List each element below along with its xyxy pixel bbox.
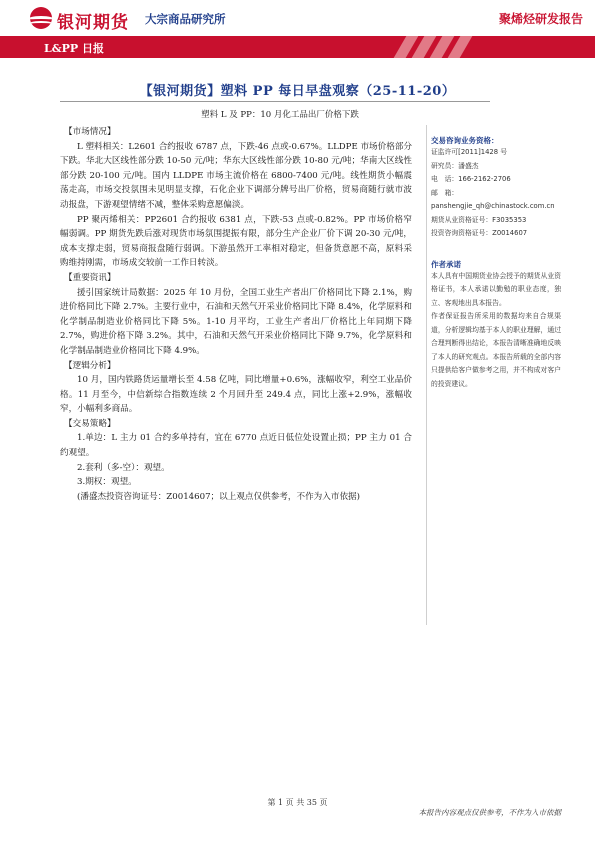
sidebar <box>426 125 561 625</box>
strategy-item-arbitrage: 2.套利（多-空）：观望。 <box>77 462 170 473</box>
strategy-note: (潘盛杰投资咨询证号：Z0014607；以上观点仅供参考，不作为入市依据) <box>77 491 360 502</box>
section-heading-strategy: 【交易策略】 <box>64 418 116 429</box>
band-label: L&PP 日报 <box>44 42 105 55</box>
section-heading-market: 【市场情况】 <box>64 127 116 137</box>
email-label: 邮 箱： <box>431 188 459 197</box>
main-content <box>60 125 412 504</box>
section-heading-news: 【重要资讯】 <box>64 272 116 283</box>
report-header <box>0 0 595 36</box>
researcher-name: 研究员：潘盛杰 <box>431 161 479 170</box>
commitment-paragraph-1: 本人具有中国期货业协会授予的期货从业资格证书，本人承诺以勤勉的职业态度，独立、客观地出具本报告。 <box>431 271 561 307</box>
market-paragraph-l: L 塑料相关：L2601 合约报收 6787 点，下跌-46 点或-0.67%。LLDPE 市场价格部分下跌。华北大区线性部分跌 10-50 元/吨；华东大区线性部分跌 10-80 元/吨；华南大区线性部分跌 20-100 元/吨。国内 LLDPE 市场主流价格在 6800-7400 元/吨。线性期货小幅震荡走高，市场交投氛围未见明显支撑，石化企业下调部分牌号出厂价格，贸易商随行就市波动报盘，下游观望情绪不减，整体采购意愿偏淡。 <box>60 141 413 210</box>
contact-title: 交易咨询业务资格： <box>431 136 499 145</box>
brand-name: 银河期货 <box>57 13 129 33</box>
institute-name: 大宗商品研究所 <box>145 12 226 26</box>
strategy-item-option: 3.期权：观望。 <box>77 477 137 488</box>
category-band <box>0 36 595 58</box>
license-number: 证监许可[2011]1428 号 <box>431 148 508 156</box>
title-divider <box>60 101 490 102</box>
commitment-title: 作者承诺 <box>431 259 461 269</box>
commitment-paragraph-2: 作者保证报告所采用的数据均来自合规渠道，分析逻辑均基于本人的职业理解，通过合理判断得出结论，本报告清晰准确地反映了本人的研究观点。本报告所载的全部内容只提供给客户做参考之用，并不构成对客户的投资建议。 <box>431 312 561 388</box>
page-number: 第 1 页 共 35 页 <box>267 798 328 807</box>
galaxy-logo-icon <box>30 7 52 29</box>
news-paragraph: 援引国家统计局数据：2025 年 10 月份，全国工业生产者出厂价格同比下降 2.1%，购进价格同比下降 2.7%。主要行业中，石油和天然气开采业价格同比下降 8.4%，化学原料和化学制品制造业价格同比下降 5%。1-10 月平均，工业生产者出厂价格比上年同期下降 2.7%，购进价格下降 3.2%。其中，石油和天然气开采业价格同比下降 9.7%，化学原料和化学制品制造业价格同比下降 4.9%。 <box>60 287 412 356</box>
market-paragraph-pp: PP 聚丙烯相关：PP2601 合约报收 6381 点，下跌-53 点或-0.82%。PP 市场价格窄幅弱调。PP 期货先跌后涨对现货市场氛围提振有限，部分生产企业厂价下调 20-30 元/吨，成本支撑走弱，贸易商报盘随行弱调。下游虽然开工率相对稳定，但备货意愿不高，原料采购维持刚需，市场成交较前一工作日转淡。 <box>60 214 412 269</box>
logic-paragraph: 10 月，国内铁路货运量增长至 4.58 亿吨，同比增量+0.6%，涨幅收窄，利空工业品价格。11 月至今，中信新综合指数连续 2 个月回升至 249.4 点，同比上涨+2.9%，涨幅收窄，小幅利多商品。 <box>60 375 412 415</box>
disclaimer-note: 本报告内容观点仅供参考，不作为入市依据 <box>418 808 561 817</box>
report-series: 聚烯烃研发报告 <box>498 12 583 26</box>
phone-number: 电 话：166-2162-2706 <box>431 175 511 183</box>
consult-number: 投资咨询资格证号：Z0014607 <box>431 229 528 237</box>
qualification-number: 期货从业资格证号：F3035353 <box>431 215 527 224</box>
report-title: 【银河期货】塑料 PP 每日早盘观察（25-11-20） <box>139 84 456 99</box>
email-link[interactable]: panshengjie_qh@chinastock.com.cn <box>431 202 555 210</box>
section-heading-logic: 【逻辑分析】 <box>64 360 116 371</box>
report-subtitle: 塑料 L 及 PP：10 月化工品出厂价格下跌 <box>201 110 359 120</box>
strategy-item-single: 1.单边：L 主力 01 合约多单持有，宜在 6770 点近日低位处设置止损；PP 主力 01 合约观望。 <box>60 433 412 459</box>
